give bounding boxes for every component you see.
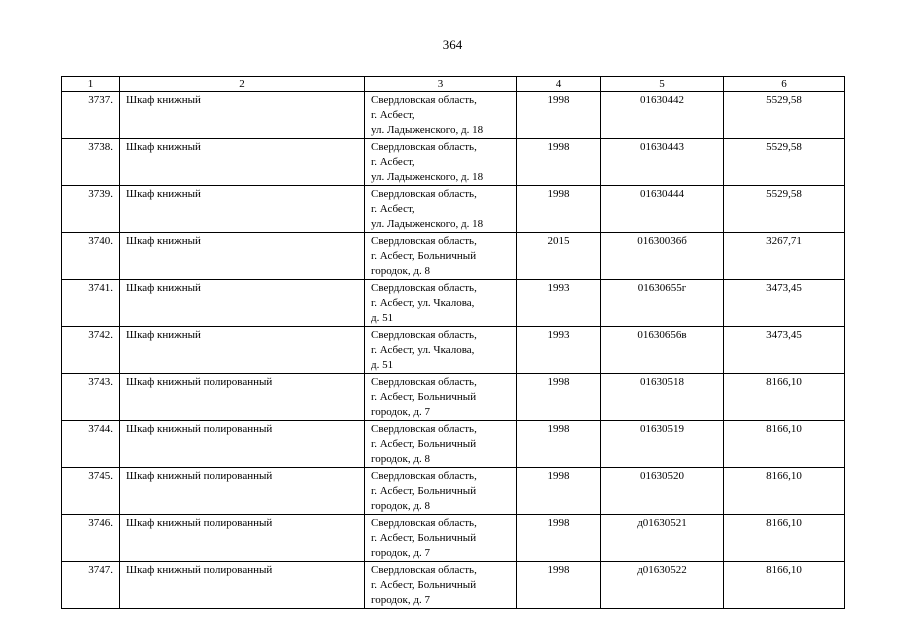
year-cell: 1993 — [517, 327, 601, 374]
address-line: городок, д. 7 — [371, 547, 430, 559]
address-cell — [365, 515, 517, 562]
inventory-table — [61, 76, 845, 609]
column-header: 3 — [365, 77, 517, 92]
value-cell: 5529,58 — [724, 139, 845, 186]
inventory-code-cell: 01630655г — [601, 280, 724, 327]
table-row — [62, 562, 845, 609]
address-line: Свердловская область, — [371, 235, 477, 247]
value-cell: 3473,45 — [724, 327, 845, 374]
address-line: г. Асбест, Больничный — [371, 532, 477, 544]
inventory-code-cell: 01630036б — [601, 233, 724, 280]
address-line: ул. Ладыженского, д. 18 — [371, 218, 484, 230]
address-line: Свердловская область, — [371, 188, 477, 200]
item-name-cell: Шкаф книжный — [120, 233, 365, 280]
table-header-row — [62, 77, 845, 92]
year-cell: 1998 — [517, 92, 601, 139]
year-cell: 1993 — [517, 280, 601, 327]
address-line: г. Асбест, Больничный — [371, 485, 477, 497]
table-row — [62, 327, 845, 374]
address-cell — [365, 92, 517, 139]
address-line: г. Асбест, ул. Чкалова, — [371, 344, 475, 356]
inventory-code-cell: 01630520 — [601, 468, 724, 515]
address-cell — [365, 421, 517, 468]
column-header: 5 — [601, 77, 724, 92]
address-line: г. Асбест, — [371, 203, 415, 215]
table-row — [62, 280, 845, 327]
address-line: г. Асбест, Больничный — [371, 438, 477, 450]
address-line: Свердловская область, — [371, 470, 477, 482]
address-line: Свердловская область, — [371, 423, 477, 435]
value-cell: 3267,71 — [724, 233, 845, 280]
address-cell — [365, 233, 517, 280]
address-line: ул. Ладыженского, д. 18 — [371, 124, 484, 136]
address-line: г. Асбест, — [371, 109, 415, 121]
row-number-cell: 3743. — [62, 374, 120, 421]
address-line: Свердловская область, — [371, 282, 477, 294]
column-header: 4 — [517, 77, 601, 92]
table-row — [62, 139, 845, 186]
address-line: д. 51 — [371, 359, 394, 371]
table-row — [62, 515, 845, 562]
row-number-cell: 3737. — [62, 92, 120, 139]
row-number-cell: 3744. — [62, 421, 120, 468]
row-number-cell: 3739. — [62, 186, 120, 233]
value-cell: 5529,58 — [724, 92, 845, 139]
item-name-cell: Шкаф книжный полированный — [120, 374, 365, 421]
address-line: городок, д. 7 — [371, 594, 430, 606]
address-line: Свердловская область, — [371, 329, 477, 341]
address-line: г. Асбест, — [371, 156, 415, 168]
year-cell: 2015 — [517, 233, 601, 280]
column-header: 6 — [724, 77, 845, 92]
inventory-code-cell: 01630444 — [601, 186, 724, 233]
value-cell: 8166,10 — [724, 468, 845, 515]
item-name-cell: Шкаф книжный полированный — [120, 562, 365, 609]
item-name-cell: Шкаф книжный полированный — [120, 515, 365, 562]
inventory-code-cell: 01630443 — [601, 139, 724, 186]
table-row — [62, 374, 845, 421]
address-line: д. 51 — [371, 312, 394, 324]
year-cell: 1998 — [517, 421, 601, 468]
address-cell — [365, 139, 517, 186]
item-name-cell: Шкаф книжный — [120, 327, 365, 374]
item-name-cell: Шкаф книжный полированный — [120, 468, 365, 515]
address-cell — [365, 280, 517, 327]
value-cell: 8166,10 — [724, 374, 845, 421]
year-cell: 1998 — [517, 562, 601, 609]
value-cell: 3473,45 — [724, 280, 845, 327]
year-cell: 1998 — [517, 374, 601, 421]
value-cell: 8166,10 — [724, 421, 845, 468]
value-cell: 8166,10 — [724, 515, 845, 562]
address-line: Свердловская область, — [371, 376, 477, 388]
address-line: Свердловская область, — [371, 517, 477, 529]
address-line: Свердловская область, — [371, 141, 477, 153]
value-cell: 5529,58 — [724, 186, 845, 233]
address-cell — [365, 562, 517, 609]
address-cell — [365, 186, 517, 233]
address-line: городок, д. 8 — [371, 453, 430, 465]
row-number-cell: 3746. — [62, 515, 120, 562]
inventory-code-cell: 01630442 — [601, 92, 724, 139]
address-line: городок, д. 8 — [371, 265, 430, 277]
address-line: Свердловская область, — [371, 564, 477, 576]
table-row — [62, 468, 845, 515]
item-name-cell: Шкаф книжный — [120, 280, 365, 327]
row-number-cell: 3738. — [62, 139, 120, 186]
address-line: городок, д. 8 — [371, 500, 430, 512]
row-number-cell: 3745. — [62, 468, 120, 515]
address-line: г. Асбест, ул. Чкалова, — [371, 297, 475, 309]
row-number-cell: 3742. — [62, 327, 120, 374]
table-body — [62, 92, 845, 609]
address-line: г. Асбест, Больничный — [371, 391, 477, 403]
address-line: г. Асбест, Больничный — [371, 250, 477, 262]
inventory-code-cell: д01630521 — [601, 515, 724, 562]
page-number: 364 — [442, 37, 463, 52]
table-row — [62, 233, 845, 280]
address-line: Свердловская область, — [371, 94, 477, 106]
year-cell: 1998 — [517, 139, 601, 186]
item-name-cell: Шкаф книжный — [120, 139, 365, 186]
year-cell: 1998 — [517, 468, 601, 515]
item-name-cell: Шкаф книжный полированный — [120, 421, 365, 468]
inventory-code-cell: 01630656в — [601, 327, 724, 374]
address-cell — [365, 374, 517, 421]
inventory-code-cell: 01630518 — [601, 374, 724, 421]
table-row — [62, 92, 845, 139]
inventory-code-cell: д01630522 — [601, 562, 724, 609]
row-number-cell: 3747. — [62, 562, 120, 609]
address-cell — [365, 327, 517, 374]
year-cell: 1998 — [517, 515, 601, 562]
item-name-cell: Шкаф книжный — [120, 92, 365, 139]
row-number-cell: 3740. — [62, 233, 120, 280]
table-row — [62, 421, 845, 468]
value-cell: 8166,10 — [724, 562, 845, 609]
address-cell — [365, 468, 517, 515]
column-header: 1 — [62, 77, 120, 92]
address-line: ул. Ладыженского, д. 18 — [371, 171, 484, 183]
table-row — [62, 186, 845, 233]
address-line: городок, д. 7 — [371, 406, 430, 418]
year-cell: 1998 — [517, 186, 601, 233]
column-header: 2 — [120, 77, 365, 92]
row-number-cell: 3741. — [62, 280, 120, 327]
address-line: г. Асбест, Больничный — [371, 579, 477, 591]
inventory-code-cell: 01630519 — [601, 421, 724, 468]
item-name-cell: Шкаф книжный — [120, 186, 365, 233]
